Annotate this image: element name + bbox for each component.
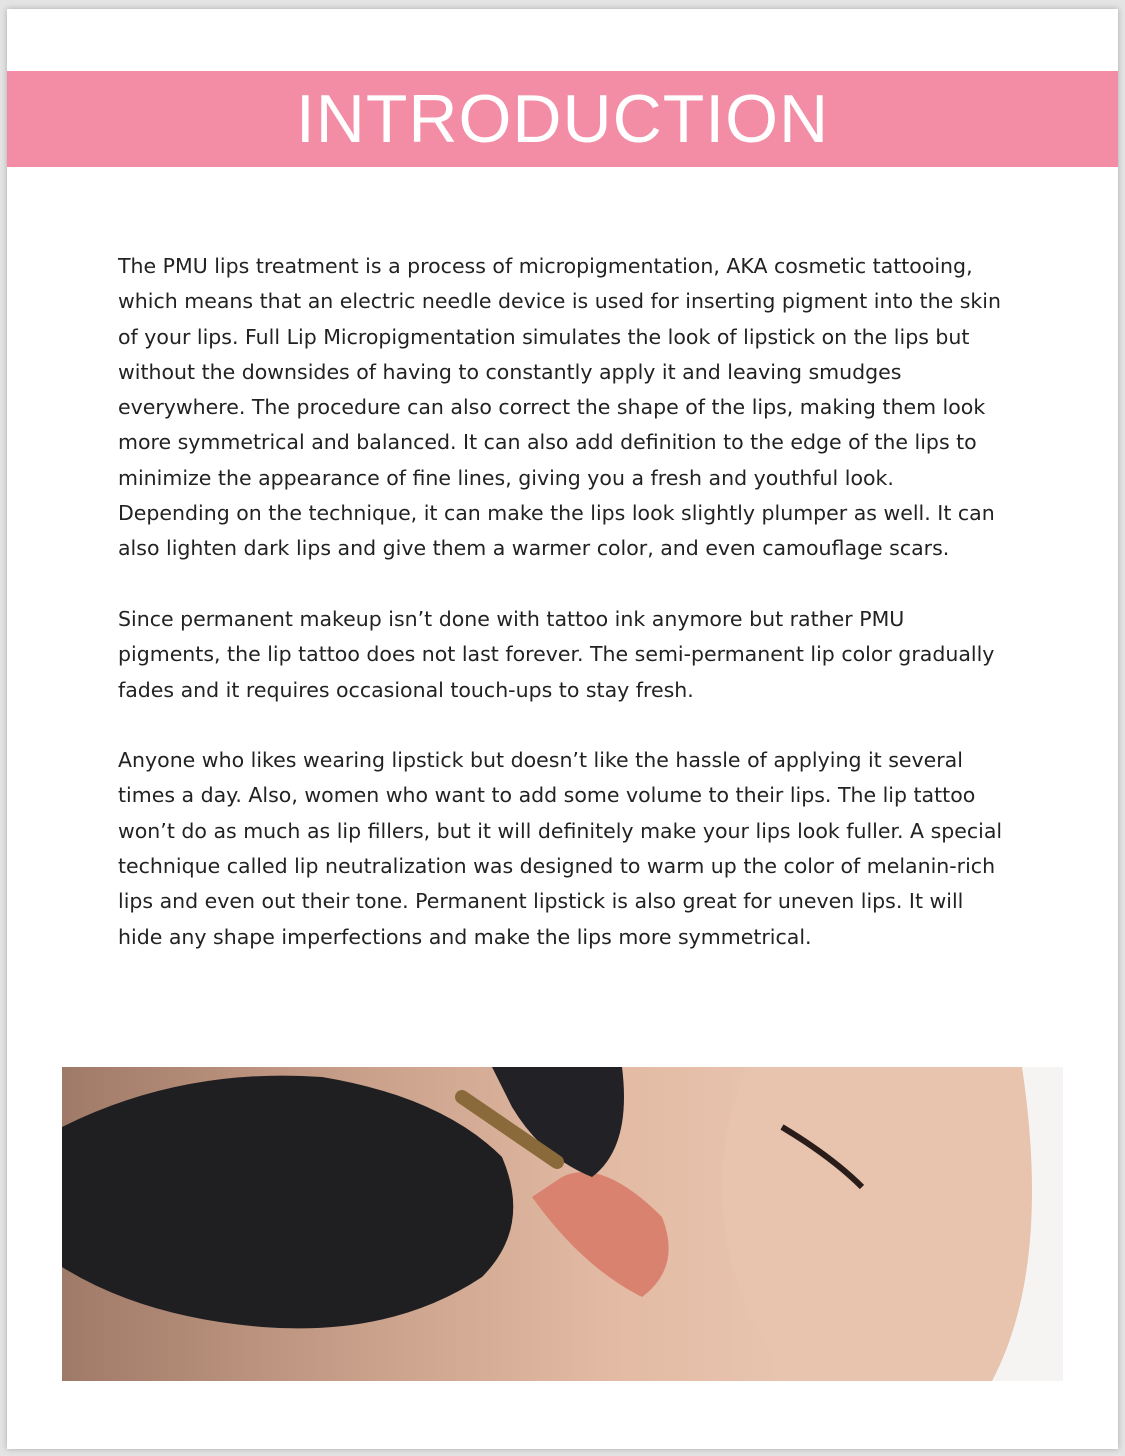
document-page [7, 9, 1118, 1449]
page-title: INTRODUCTION [295, 81, 830, 157]
paragraph-3: Anyone who likes wearing lipstick but doesn’t like the hassle of applying it several times a day. Also, women who want to add some volume to their lips. The lip tattoo won’t do as much as lip fillers, but it will definitely make your lips look fuller. A special technique called lip neutralization was designed to warm up the color of melanin-rich lips and even out their tone. Permanent lipstick is also great for uneven lips. It will hide any shape imperfections and make the lips more symmetrical. [118, 748, 1003, 949]
paragraph-2: Since permanent makeup isn’t done with tattoo ink anymore but rather PMU pigments, the lip tattoo does not last forever. The semi-permanent lip color gradually fades and it requires occasional touch-ups to stay fresh. [118, 606, 995, 702]
title-banner [7, 71, 1118, 167]
photo-illustration [62, 1067, 1063, 1381]
lip-tattoo-photo [62, 1067, 1063, 1381]
gloved-hand-left [62, 1076, 513, 1329]
lips [532, 1172, 669, 1297]
body-text [118, 249, 1008, 990]
paragraph-1: The PMU lips treatment is a process of micropigmentation, AKA cosmetic tattooing, which means that an electric needle device is used for inserting pigment into the skin of your lips. Full Lip Micropigmentation simulates the look of lipstick on the lips but without the downsides of having to constantly apply it and leaving smudges everywhere. The procedure can also correct the shape of the lips, making them look more symmetrical and balanced. It can also add definition to the edge of the lips to minimize the appearance of fine lines, giving you a fresh and youthful look. Depending on the technique, it can make the lips look slightly plumper as well. It can also lighten dark lips and give them a warmer color, and even camouflage scars. [118, 254, 1001, 561]
